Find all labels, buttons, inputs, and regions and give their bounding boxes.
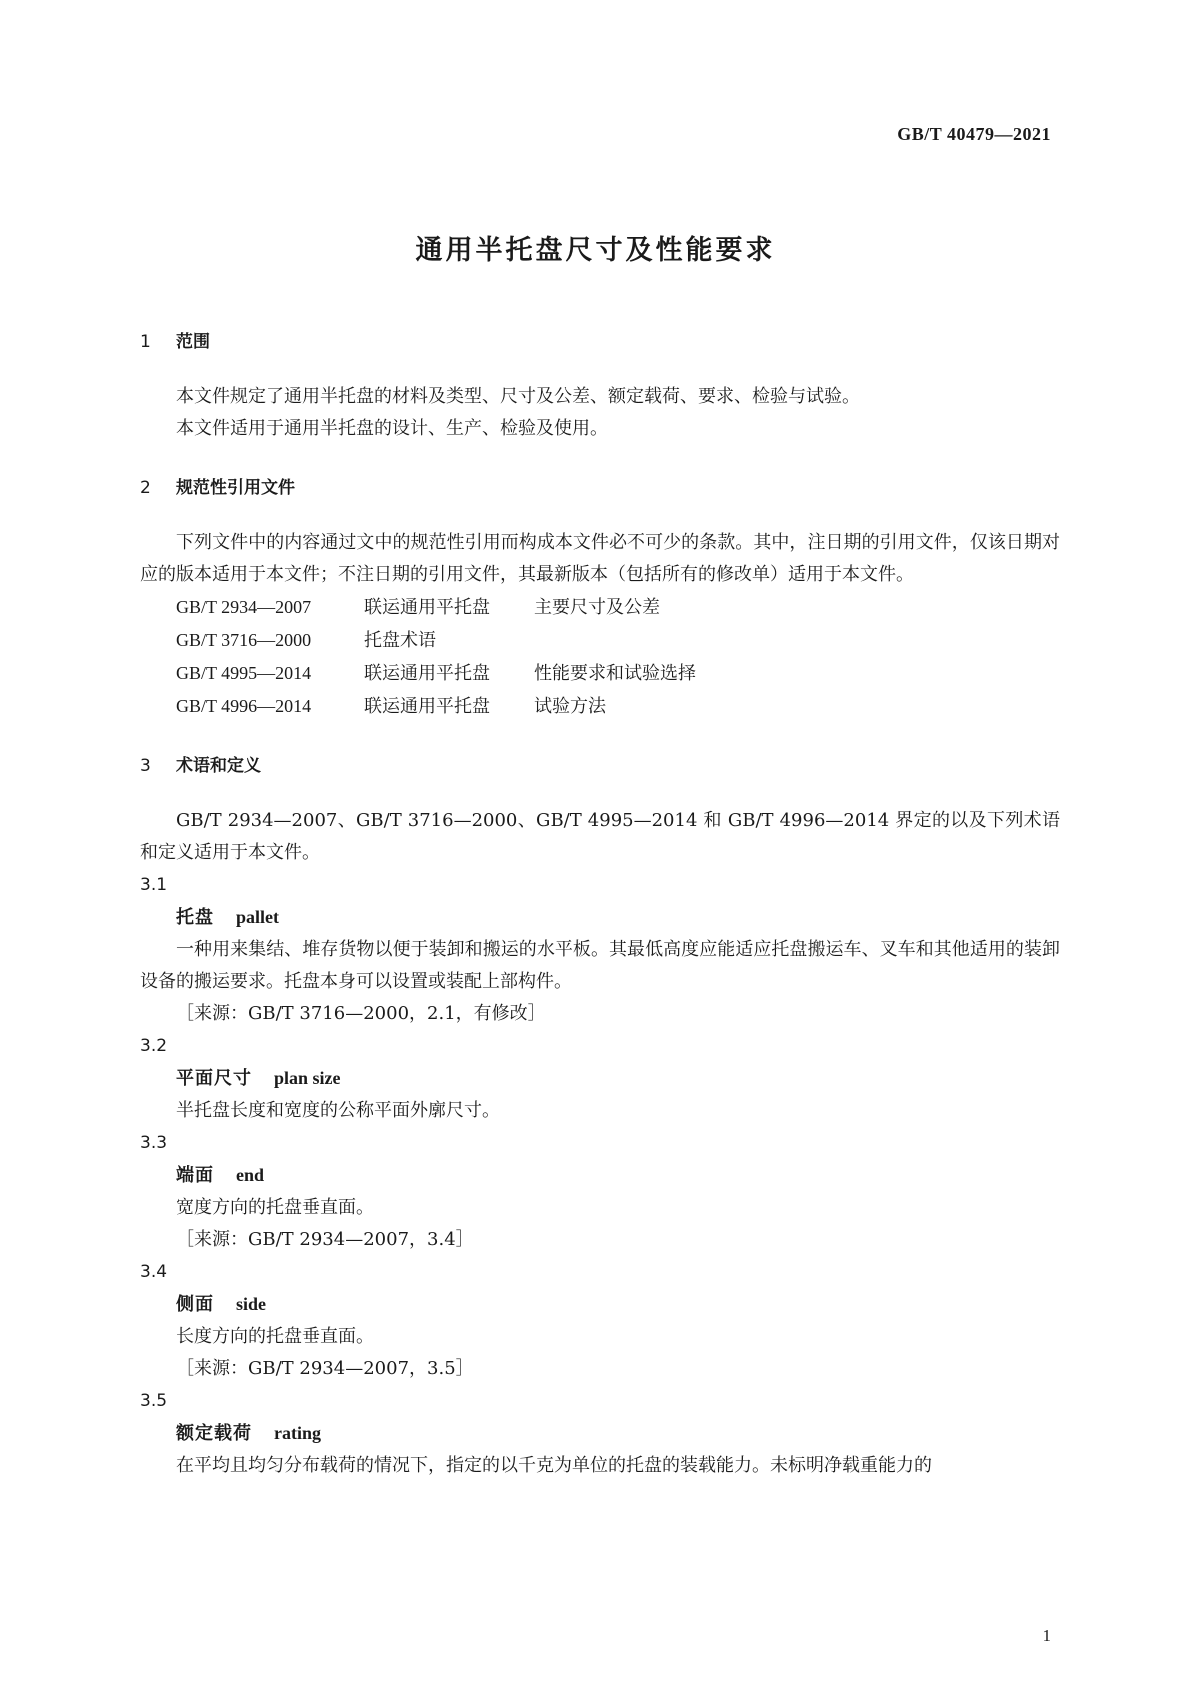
term-name [140,1062,1060,1095]
term-name-cn: 端面 [176,1165,214,1186]
term-definition: 一种用来集结、堆存货物以便于装卸和搬运的水平板。其最低高度应能适应托盘搬运车、叉车和其他适用的装卸设备的搬运要求。托盘本身可以设置或装配上部构件。 [140,939,1060,992]
reference-title: 联运通用平托盘 [364,597,490,618]
reference-subtitle: 试验方法 [534,696,606,717]
reference-code: GB/T 2934—2007 [176,597,312,617]
section-heading-terms-and-definitions [140,755,1060,777]
term-definition: 在平均且均匀分布载荷的情况下，指定的以千克为单位的托盘的装载能力。未标明净载重能力的 [176,1455,932,1476]
document-body [140,331,1060,1482]
term-definition: 长度方向的托盘垂直面。 [176,1326,374,1347]
term-name-cn: 托盘 [176,907,214,928]
reference-code: GB/T 4996—2014 [176,696,312,716]
reference-item [140,657,1060,690]
section-heading-scope [140,331,1060,353]
term-name [140,1417,1060,1450]
term-name-en: plan size [274,1068,341,1088]
term-definition: 宽度方向的托盘垂直面。 [176,1197,374,1218]
term-name-en: rating [274,1423,321,1443]
section-number: 2 [140,478,151,498]
standard-code: GB/T 40479—2021 [897,124,1051,144]
reference-code: GB/T 3716—2000 [176,630,312,650]
term-name [140,1288,1060,1321]
section-number: 3 [140,756,151,776]
reference-title: 联运通用平托盘 [364,663,490,684]
reference-code: GB/T 4995—2014 [176,663,312,683]
term-name-en: end [236,1165,265,1185]
terms-intro: GB/T 2934—2007、GB/T 3716—2000、GB/T 4995—2014 和 GB/T 4996—2014 界定的以及下列术语和定义适用于本文件。 [140,810,1060,863]
reference-list [140,591,1060,723]
section-number: 1 [140,332,151,352]
term-source: ［来源：GB/T 2934—2007，3.5］ [176,1358,474,1379]
term-number: 3.4 [140,1262,168,1282]
reference-item [140,690,1060,723]
scope-paragraph: 本文件规定了通用半托盘的材料及类型、尺寸及公差、额定载荷、要求、检验与试验。 [176,386,860,407]
term-number: 3.5 [140,1391,168,1411]
section-title: 范围 [176,332,210,352]
term-source: ［来源：GB/T 2934—2007，3.4］ [176,1229,474,1250]
term-source: ［来源：GB/T 3716—2000，2.1，有修改］ [176,1003,546,1024]
section-title: 术语和定义 [176,756,261,776]
term-name-en: side [236,1294,267,1314]
reference-subtitle: 性能要求和试验选择 [534,663,696,684]
term-name-en: pallet [236,907,279,927]
term-name-cn: 侧面 [176,1294,214,1315]
section-heading-normative-references [140,477,1060,499]
section-title: 规范性引用文件 [176,478,295,498]
page-number: 1 [1042,1626,1051,1645]
scope-paragraph: 本文件适用于通用半托盘的设计、生产、检验及使用。 [176,418,608,439]
term-number: 3.1 [140,875,168,895]
reference-item [140,624,1060,657]
reference-item [140,591,1060,624]
term-number: 3.2 [140,1036,168,1056]
references-intro: 下列文件中的内容通过文中的规范性引用而构成本文件必不可少的条款。其中，注日期的引用文件，仅该日期对应的版本适用于本文件；不注日期的引用文件，其最新版本（包括所有的修改单）适用于本文件。 [140,532,1060,585]
reference-title: 联运通用平托盘 [364,696,490,717]
term-number: 3.3 [140,1133,168,1153]
term-name-cn: 额定载荷 [176,1423,252,1444]
reference-title: 托盘术语 [364,630,436,651]
reference-subtitle: 主要尺寸及公差 [534,597,660,618]
term-name [140,1159,1060,1192]
term-name-cn: 平面尺寸 [176,1068,252,1089]
term-name [140,901,1060,934]
term-definition: 半托盘长度和宽度的公称平面外廓尺寸。 [176,1100,500,1121]
document-title: 通用半托盘尺寸及性能要求 [415,235,776,266]
